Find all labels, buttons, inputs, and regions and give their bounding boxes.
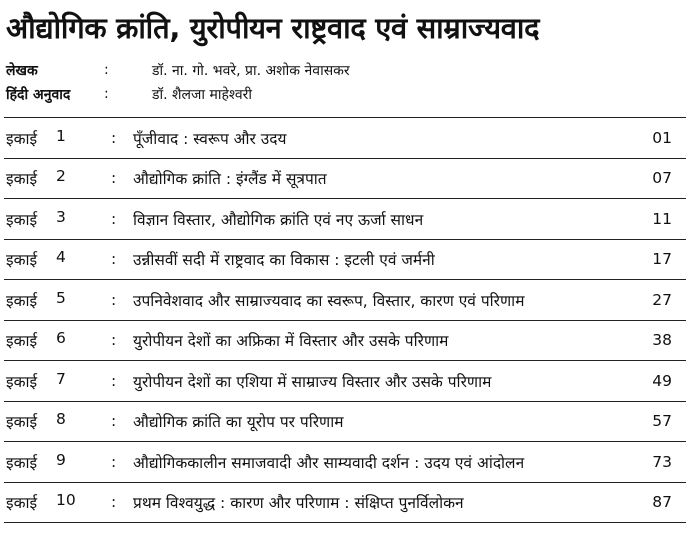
toc-colon: : — [111, 371, 117, 390]
toc-unit-number: 7 — [56, 369, 66, 388]
toc-chapter-title[interactable]: विज्ञान विस्तार, औद्योगिक क्रांति एवं नए ऊर्जा साधन — [133, 210, 424, 229]
toc-colon: : — [111, 331, 117, 350]
toc-row[interactable] — [4, 280, 686, 321]
toc-colon: : — [111, 250, 117, 269]
toc-unit-number: 5 — [56, 288, 66, 307]
toc-row[interactable] — [4, 199, 686, 240]
toc-page-number: 87 — [652, 493, 672, 512]
toc-unit-number: 9 — [56, 450, 66, 469]
credit-colon: : — [104, 86, 109, 102]
toc-page-number: 11 — [652, 209, 672, 228]
toc-unit-label: इकाई — [6, 332, 38, 351]
toc-unit-number: 6 — [56, 329, 66, 348]
toc-colon: : — [111, 412, 117, 431]
toc-colon: : — [111, 169, 117, 188]
toc-page-number: 07 — [652, 169, 672, 188]
toc-unit-label: इकाई — [6, 413, 38, 432]
toc-unit-label: इकाई — [6, 372, 38, 391]
credit-label: लेखक — [6, 62, 38, 79]
toc-unit-number: 3 — [56, 207, 66, 226]
toc-row[interactable] — [4, 159, 686, 200]
toc-unit-number: 10 — [56, 491, 76, 510]
toc-unit-label: इकाई — [6, 129, 38, 148]
toc-page-number: 57 — [652, 412, 672, 431]
toc-chapter-title[interactable]: पूँजीवाद : स्वरूप और उदय — [133, 129, 287, 148]
toc-unit — [4, 370, 111, 392]
toc-unit-number: 8 — [56, 410, 66, 429]
toc-chapter-title[interactable]: युरोपीयन देशों का एशिया में साम्राज्य विस्तार और उसके परिणाम — [133, 372, 492, 391]
toc-unit-label: इकाई — [6, 453, 38, 472]
toc-row[interactable] — [4, 483, 686, 524]
credit-author-row — [6, 58, 686, 82]
toc-page-number: 17 — [652, 250, 672, 269]
toc-unit-number: 1 — [56, 126, 66, 145]
credit-value: डॉ. ना. गो. भवरे, प्रा. अशोक नेवासकर — [152, 62, 350, 79]
toc-colon: : — [111, 493, 117, 512]
toc-chapter-title[interactable]: औद्योगिककालीन समाजवादी और साम्यवादी दर्शन : उदय एवं आंदोलन — [133, 453, 525, 472]
toc-chapter-title[interactable]: युरोपीयन देशों का अफ्रिका में विस्तार और उसके परिणाम — [133, 332, 449, 351]
toc-row[interactable] — [4, 361, 686, 402]
toc-unit — [4, 329, 111, 351]
toc-unit — [4, 167, 111, 189]
toc-unit-number: 2 — [56, 167, 66, 186]
toc-unit — [4, 491, 111, 513]
toc-row[interactable] — [4, 118, 686, 159]
toc-colon: : — [111, 290, 117, 309]
toc-unit — [4, 289, 111, 311]
toc-unit-label: इकाई — [6, 210, 38, 229]
toc-colon: : — [111, 452, 117, 471]
toc-chapter-title[interactable]: प्रथम विश्वयुद्ध : कारण और परिणाम : संक्षिप्त पुनर्विलोकन — [133, 494, 464, 513]
toc-page-number: 38 — [652, 331, 672, 350]
toc-page-number: 73 — [652, 452, 672, 471]
credit-label: हिंदी अनुवाद — [6, 86, 71, 103]
toc-chapter-title[interactable]: उपनिवेशवाद और साम्राज्यवाद का स्वरूप, विस्तार, कारण एवं परिणाम — [133, 291, 525, 310]
toc-colon: : — [111, 209, 117, 228]
toc-page-number: 01 — [652, 128, 672, 147]
toc-chapter-title[interactable]: उन्नीसवीं सदी में राष्ट्रवाद का विकास : इटली एवं जर्मनी — [133, 251, 435, 270]
book-title: औद्योगिक क्रांति, युरोपीयन राष्ट्रवाद एवं साम्राज्यवाद — [6, 11, 540, 45]
toc-row[interactable] — [4, 402, 686, 443]
toc-page-number: 49 — [652, 371, 672, 390]
credit-translator-row — [6, 82, 686, 106]
credit-value: डॉ. शैलजा माहेश्वरी — [152, 86, 253, 103]
toc-unit — [4, 451, 111, 473]
toc-unit — [4, 208, 111, 230]
toc-page-number: 27 — [652, 290, 672, 309]
toc-unit-label: इकाई — [6, 291, 38, 310]
toc-unit — [4, 410, 111, 432]
toc-unit-label: इकाई — [6, 251, 38, 270]
credit-colon: : — [104, 62, 109, 78]
toc-unit — [4, 248, 111, 270]
toc-colon: : — [111, 128, 117, 147]
toc-row[interactable] — [4, 442, 686, 483]
toc-row[interactable] — [4, 321, 686, 362]
credits-block — [6, 58, 686, 106]
table-of-contents — [4, 117, 686, 523]
toc-unit-label: इकाई — [6, 494, 38, 513]
toc-chapter-title[interactable]: औद्योगिक क्रांति : इंग्लैंड में सूत्रपात — [133, 170, 327, 189]
toc-unit-label: इकाई — [6, 170, 38, 189]
toc-row[interactable] — [4, 240, 686, 281]
toc-chapter-title[interactable]: औद्योगिक क्रांति का यूरोप पर परिणाम — [133, 413, 344, 432]
toc-unit-number: 4 — [56, 248, 66, 267]
toc-unit — [4, 127, 111, 149]
